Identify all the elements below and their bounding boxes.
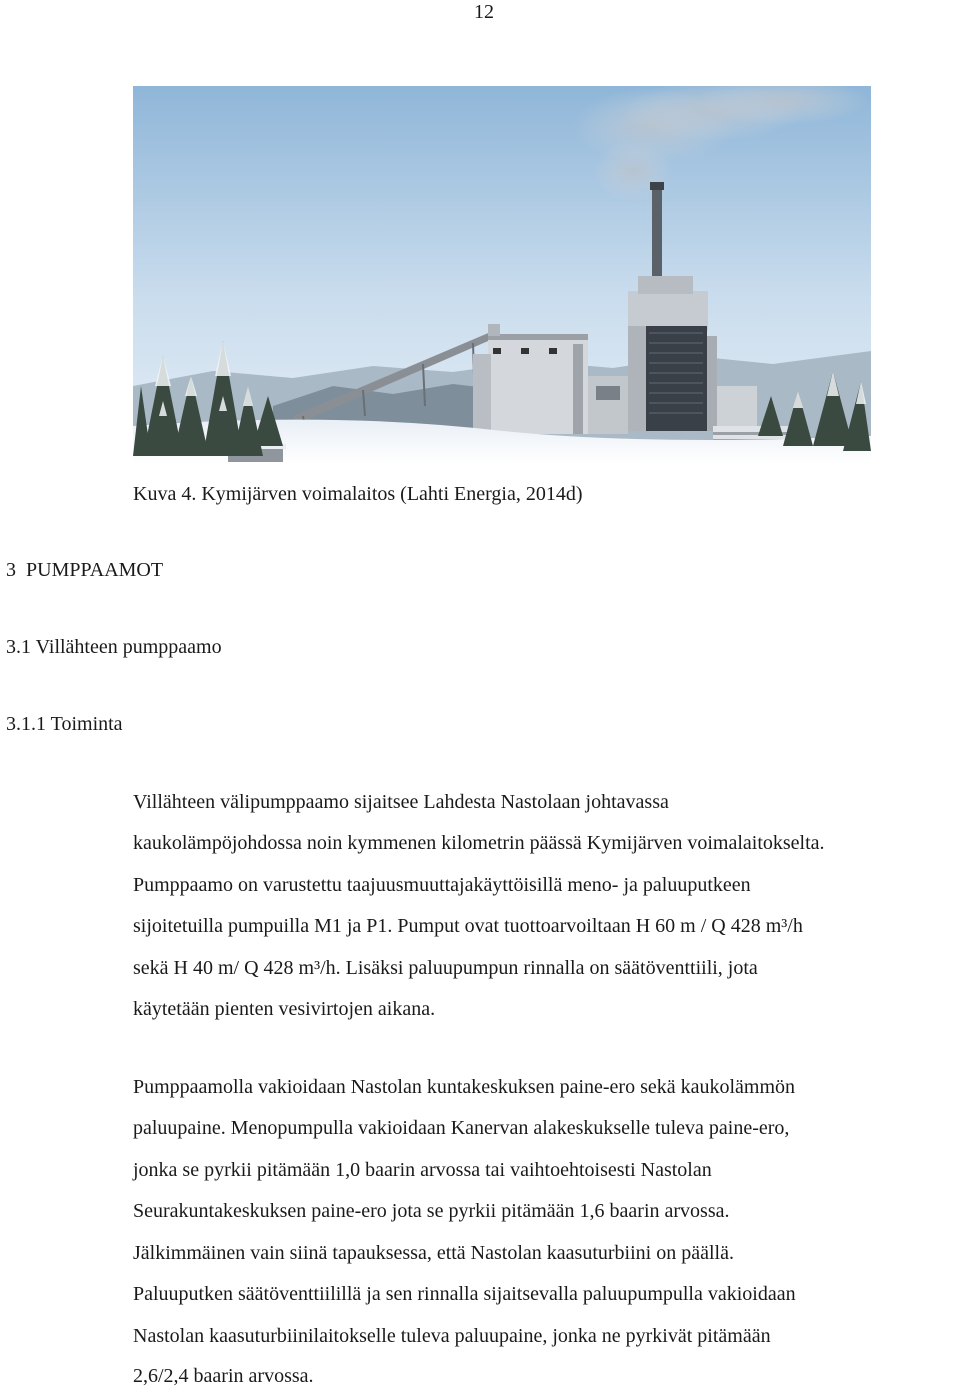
heading-level-2: 3.1 Villähteen pumppaamo (6, 636, 222, 658)
paragraph-line: käytetään pienten vesivirtojen aikana. (133, 998, 436, 1020)
paragraph-line: Nastolan kaasuturbiinilaitokselle tuleva paluupaine, jonka ne pyrkivät pitämään (133, 1325, 771, 1347)
paragraph-line: Pumppaamo on varustettu taajuusmuuttajakäyttöisillä meno- ja paluuputkeen (133, 874, 751, 896)
paragraph-line: Pumppaamolla vakioidaan Nastolan kuntakeskuksen paine-ero sekä kaukolämmön (133, 1076, 796, 1098)
paragraph-line: paluupaine. Menopumpulla vakioidaan Kanervan alakeskukselle tuleva paine-ero, (133, 1117, 790, 1139)
paragraph-line: kaukolämpöjohdossa noin kymmenen kilometrin päässä Kymijärven voimalaitokselta. (133, 832, 825, 854)
paragraph-line: sekä H 40 m/ Q 428 m³/h. Lisäksi paluupumpun rinnalla on säätöventtiili, jota (133, 957, 758, 979)
paragraph-line: Jälkimmäinen vain siinä tapauksessa, että Nastolan kaasuturbiini on päällä. (133, 1242, 734, 1264)
power-plant-photo (133, 86, 871, 464)
paragraph-line: jonka se pyrkii pitämään 1,0 baarin arvossa tai vaihtoehtoisesti Nastolan (133, 1159, 712, 1181)
figure-caption: Kuva 4. Kymijärven voimalaitos (Lahti Energia, 2014d) (133, 483, 583, 505)
heading-level-3: 3.1.1 Toiminta (6, 713, 123, 735)
page-number: 12 (474, 1, 494, 23)
heading-level-1: 3 PUMPPAAMOT (6, 559, 164, 581)
paragraph-line: Paluuputken säätöventtiilillä ja sen rinnalla sijaitsevalla paluupumpulla vakioidaan (133, 1283, 796, 1305)
paragraph-line: sijoitetuilla pumpuilla M1 ja P1. Pumput ovat tuottoarvoiltaan H 60 m / Q 428 m³/h (133, 915, 803, 937)
paragraph-line: Seurakuntakeskuksen paine-ero jota se pyrkii pitämään 1,6 baarin arvossa. (133, 1200, 730, 1222)
paragraph-line: Villähteen välipumppaamo sijaitsee Lahdesta Nastolaan johtavassa (133, 791, 669, 813)
paragraph-line: 2,6/2,4 baarin arvossa. (133, 1365, 314, 1387)
